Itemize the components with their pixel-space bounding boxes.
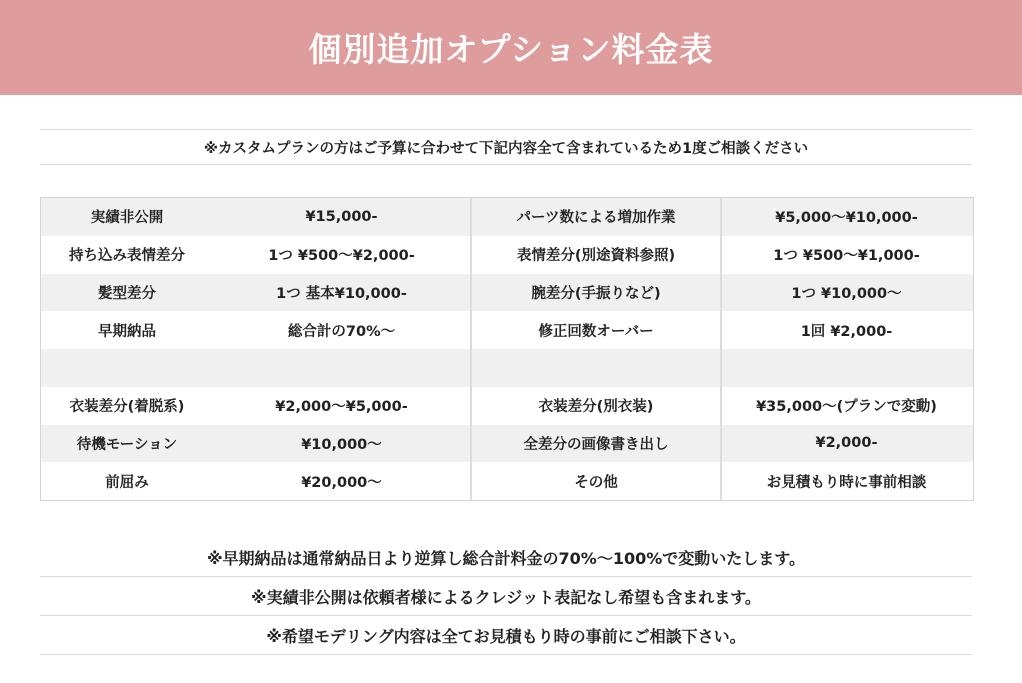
- option-price-cell: [213, 349, 472, 387]
- option-price-cell: 1回 ¥2,000-: [800, 323, 893, 340]
- option-price-cell: ¥20,000〜: [213, 462, 472, 500]
- option-price-cell: 1つ 基本¥10,000-: [213, 274, 472, 312]
- option-name-cell: 衣装差分(着脱系): [69, 399, 185, 416]
- table-row-empty: [41, 349, 973, 387]
- option-name-cell: 実績非公開: [90, 210, 164, 227]
- option-name-cell: 早期納品: [98, 323, 156, 340]
- table-row: [41, 274, 973, 312]
- table-row: [41, 236, 973, 274]
- option-price-cell: ¥2,000-: [815, 435, 878, 452]
- option-name-cell: 修正回数オーバー: [472, 311, 722, 349]
- option-price-cell: ¥5,000〜¥10,000-: [775, 210, 918, 227]
- option-name-cell: 全差分の画像書き出し: [472, 425, 722, 463]
- option-name-cell: 髪型差分: [98, 285, 156, 302]
- custom-plan-note: ※カスタムプランの方はご予算に合わせて下記内容全て含まれているため1度ご相談ください: [40, 129, 972, 165]
- option-name-cell: その他: [472, 462, 722, 500]
- table-row: [41, 198, 973, 236]
- footnote-early-delivery: ※早期納品は通常納品日より逆算し総合計料金の70%〜100%で変動いたします。: [40, 538, 972, 577]
- option-name-cell: 待機モーション: [76, 436, 178, 453]
- table-row: [41, 425, 973, 463]
- option-price-cell: ¥35,000〜(プランで変動): [756, 399, 937, 416]
- option-price-cell: 1つ ¥500〜¥1,000-: [773, 248, 920, 265]
- option-name-cell: 表情差分(別途資料参照): [472, 236, 722, 274]
- option-price-cell: 1つ ¥500〜¥2,000-: [213, 236, 472, 274]
- page-title: 個別追加オプション料金表: [308, 30, 714, 69]
- option-price-cell: [722, 349, 971, 387]
- option-price-cell: ¥2,000〜¥5,000-: [213, 387, 472, 425]
- option-name-cell: 衣装差分(別衣装): [472, 387, 722, 425]
- header-banner: [0, 0, 1022, 95]
- option-price-cell: お見積もり時に事前相談: [766, 474, 927, 491]
- footnote-modeling-consult: ※希望モデリング内容は全てお見積もり時の事前にご相談下さい。: [40, 616, 972, 655]
- option-price-cell: ¥10,000〜: [213, 425, 472, 463]
- price-table: [40, 197, 974, 501]
- option-name-cell: [472, 349, 722, 387]
- footnotes: [40, 538, 972, 655]
- option-price-cell: ¥15,000-: [213, 198, 472, 236]
- table-row: [41, 462, 973, 500]
- option-price-cell: 総合計の70%〜: [213, 311, 472, 349]
- option-name-cell: [41, 349, 213, 387]
- footnote-private-record: ※実績非公開は依頼者様によるクレジット表記なし希望も含まれます。: [40, 577, 972, 616]
- option-price-cell: 1つ ¥10,000〜: [791, 285, 902, 302]
- option-name-cell: 前屈み: [105, 474, 149, 491]
- option-name-cell: 持ち込み表情差分: [69, 248, 185, 265]
- option-name-cell: 腕差分(手振りなど): [472, 274, 722, 312]
- table-row: [41, 311, 973, 349]
- table-row: [41, 387, 973, 425]
- option-name-cell: パーツ数による増加作業: [472, 198, 722, 236]
